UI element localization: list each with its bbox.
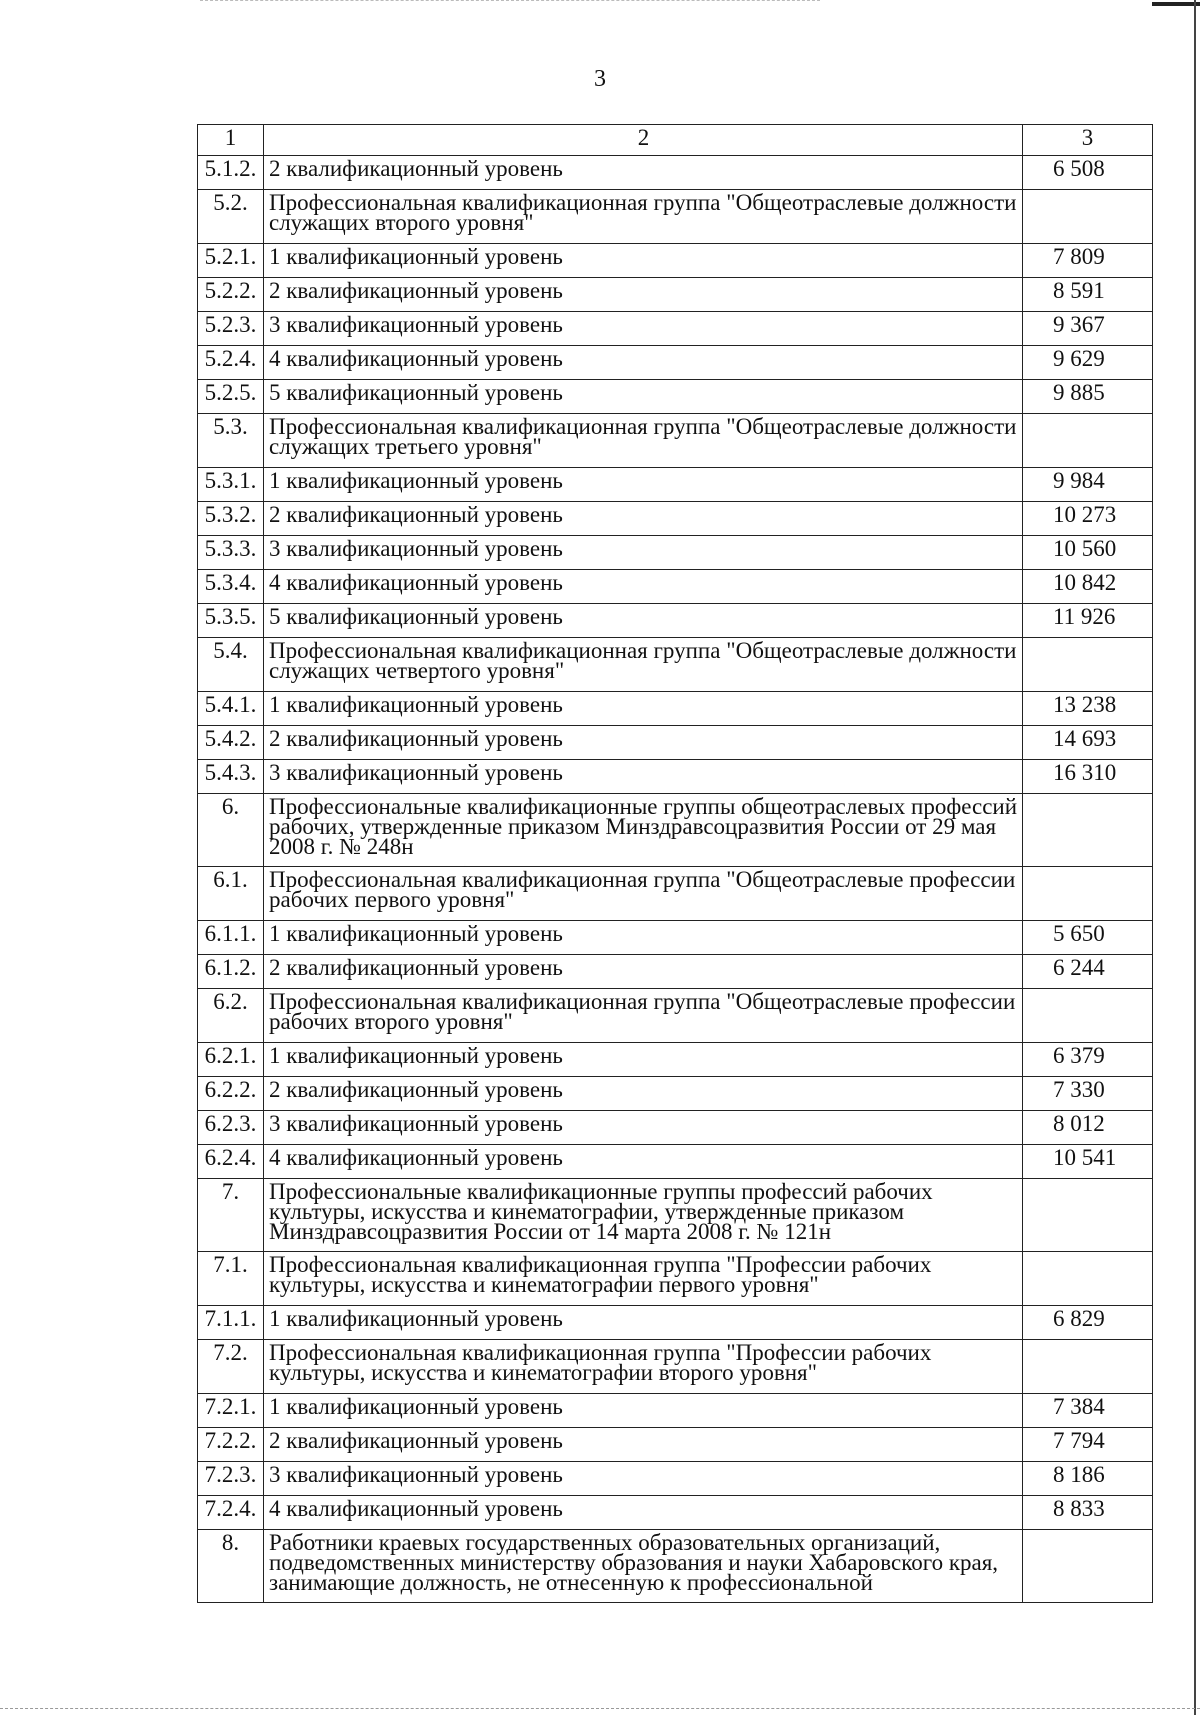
row-description-cell: Профессиональная квалификационная группа "Общеотраслевые должности служащих четвертого уровня" bbox=[264, 638, 1023, 692]
table-row bbox=[198, 536, 1153, 570]
row-description-cell: Профессиональные квалификационные группы профессий рабочих культуры, искусства и кинематографии, утвержденные приказом Минздравсоцразвития России от 14 марта 2008 г. № 121н bbox=[264, 1179, 1023, 1252]
row-number-cell: 5.2.5. bbox=[198, 380, 264, 414]
row-description-cell: 1 квалификационный уровень bbox=[264, 921, 1023, 955]
row-value-cell: 6 829 bbox=[1023, 1306, 1153, 1340]
table-row bbox=[198, 1394, 1153, 1428]
table-row bbox=[198, 1340, 1153, 1394]
row-value-cell: 6 379 bbox=[1023, 1043, 1153, 1077]
table-header-row bbox=[198, 125, 1153, 156]
row-value-cell: 7 794 bbox=[1023, 1428, 1153, 1462]
row-value-cell: 8 186 bbox=[1023, 1462, 1153, 1496]
table-row bbox=[198, 1496, 1153, 1530]
table-row bbox=[198, 570, 1153, 604]
row-description-cell: Профессиональная квалификационная группа "Профессии рабочих культуры, искусства и кинематографии второго уровня" bbox=[264, 1340, 1023, 1394]
row-number-cell: 6.2.2. bbox=[198, 1077, 264, 1111]
row-number-cell: 7.2.4. bbox=[198, 1496, 264, 1530]
scan-edge-line bbox=[1194, 0, 1196, 1715]
table-row bbox=[198, 794, 1153, 867]
row-value-cell: 5 650 bbox=[1023, 921, 1153, 955]
row-description-cell: 1 квалификационный уровень bbox=[264, 692, 1023, 726]
row-number-cell: 8. bbox=[198, 1530, 264, 1603]
row-number-cell: 5.3. bbox=[198, 414, 264, 468]
table-row bbox=[198, 1111, 1153, 1145]
row-value-cell: 14 693 bbox=[1023, 726, 1153, 760]
row-number-cell: 5.3.3. bbox=[198, 536, 264, 570]
table-row bbox=[198, 414, 1153, 468]
scan-bottom-artifact bbox=[0, 1708, 1200, 1709]
row-value-cell bbox=[1023, 867, 1153, 921]
row-value-cell bbox=[1023, 1252, 1153, 1306]
row-number-cell: 6.1.2. bbox=[198, 955, 264, 989]
header-col-3: 3 bbox=[1023, 125, 1153, 156]
table-row bbox=[198, 867, 1153, 921]
page-number: 3 bbox=[594, 66, 606, 92]
table-row bbox=[198, 638, 1153, 692]
row-number-cell: 5.1.2. bbox=[198, 156, 264, 190]
row-description-cell: 1 квалификационный уровень bbox=[264, 1306, 1023, 1340]
row-description-cell: 5 квалификационный уровень bbox=[264, 604, 1023, 638]
table-row bbox=[198, 955, 1153, 989]
row-number-cell: 5.3.1. bbox=[198, 468, 264, 502]
row-description-cell: 3 квалификационный уровень bbox=[264, 312, 1023, 346]
row-number-cell: 6.2.3. bbox=[198, 1111, 264, 1145]
row-description-cell: 1 квалификационный уровень bbox=[264, 468, 1023, 502]
row-value-cell bbox=[1023, 989, 1153, 1043]
table-row bbox=[198, 989, 1153, 1043]
row-number-cell: 5.4.2. bbox=[198, 726, 264, 760]
row-value-cell: 10 273 bbox=[1023, 502, 1153, 536]
row-description-cell: 3 квалификационный уровень bbox=[264, 760, 1023, 794]
row-value-cell: 8 833 bbox=[1023, 1496, 1153, 1530]
row-number-cell: 5.2.2. bbox=[198, 278, 264, 312]
scan-top-artifact bbox=[200, 0, 820, 1]
row-number-cell: 5.2.3. bbox=[198, 312, 264, 346]
row-description-cell: Профессиональная квалификационная группа "Общеотраслевые должности служащих второго уровня" bbox=[264, 190, 1023, 244]
row-description-cell: 1 квалификационный уровень bbox=[264, 1043, 1023, 1077]
table-row bbox=[198, 468, 1153, 502]
scan-edge-tick bbox=[1152, 2, 1200, 6]
row-value-cell: 7 330 bbox=[1023, 1077, 1153, 1111]
row-description-cell: 2 квалификационный уровень bbox=[264, 278, 1023, 312]
row-number-cell: 5.3.4. bbox=[198, 570, 264, 604]
row-description-cell: 2 квалификационный уровень bbox=[264, 502, 1023, 536]
table-row bbox=[198, 190, 1153, 244]
row-value-cell: 6 244 bbox=[1023, 955, 1153, 989]
table-row bbox=[198, 1530, 1153, 1603]
row-description-cell: 1 квалификационный уровень bbox=[264, 1394, 1023, 1428]
row-description-cell: Профессиональная квалификационная группа "Профессии рабочих культуры, искусства и кинематографии первого уровня" bbox=[264, 1252, 1023, 1306]
row-value-cell bbox=[1023, 190, 1153, 244]
table-row bbox=[198, 156, 1153, 190]
row-description-cell: 2 квалификационный уровень bbox=[264, 726, 1023, 760]
row-description-cell: 4 квалификационный уровень bbox=[264, 570, 1023, 604]
row-description-cell: 2 квалификационный уровень bbox=[264, 955, 1023, 989]
table-row bbox=[198, 692, 1153, 726]
row-description-cell: 3 квалификационный уровень bbox=[264, 1462, 1023, 1496]
row-number-cell: 6.2. bbox=[198, 989, 264, 1043]
row-value-cell: 13 238 bbox=[1023, 692, 1153, 726]
row-number-cell: 5.3.5. bbox=[198, 604, 264, 638]
row-description-cell: 2 квалификационный уровень bbox=[264, 1077, 1023, 1111]
table-row bbox=[198, 1306, 1153, 1340]
table-row bbox=[198, 604, 1153, 638]
table-row bbox=[198, 278, 1153, 312]
table-row bbox=[198, 346, 1153, 380]
row-description-cell: 1 квалификационный уровень bbox=[264, 244, 1023, 278]
row-value-cell: 10 560 bbox=[1023, 536, 1153, 570]
row-value-cell: 9 885 bbox=[1023, 380, 1153, 414]
row-value-cell: 11 926 bbox=[1023, 604, 1153, 638]
row-description-cell: 4 квалификационный уровень bbox=[264, 1145, 1023, 1179]
table-row bbox=[198, 726, 1153, 760]
table-row bbox=[198, 1179, 1153, 1252]
row-description-cell: 3 квалификационный уровень bbox=[264, 536, 1023, 570]
row-description-cell: 2 квалификационный уровень bbox=[264, 156, 1023, 190]
row-description-cell: 5 квалификационный уровень bbox=[264, 380, 1023, 414]
row-number-cell: 6.1. bbox=[198, 867, 264, 921]
row-value-cell bbox=[1023, 1340, 1153, 1394]
row-value-cell: 8 012 bbox=[1023, 1111, 1153, 1145]
row-number-cell: 7.2. bbox=[198, 1340, 264, 1394]
row-description-cell: Работники краевых государственных образовательных организаций, подведомственных министерству образования и науки Хабаровского края, занимающие должность, не отнесенную к профессиональной bbox=[264, 1530, 1023, 1603]
row-number-cell: 5.2. bbox=[198, 190, 264, 244]
row-number-cell: 6.2.1. bbox=[198, 1043, 264, 1077]
table-row bbox=[198, 1145, 1153, 1179]
row-value-cell bbox=[1023, 638, 1153, 692]
table-row bbox=[198, 1428, 1153, 1462]
row-description-cell: Профессиональная квалификационная группа "Общеотраслевые профессии рабочих второго уровня" bbox=[264, 989, 1023, 1043]
row-value-cell: 6 508 bbox=[1023, 156, 1153, 190]
row-value-cell bbox=[1023, 794, 1153, 867]
row-description-cell: Профессиональная квалификационная группа "Общеотраслевые должности служащих третьего уровня" bbox=[264, 414, 1023, 468]
row-value-cell: 10 541 bbox=[1023, 1145, 1153, 1179]
row-description-cell: 3 квалификационный уровень bbox=[264, 1111, 1023, 1145]
row-description-cell: 4 квалификационный уровень bbox=[264, 1496, 1023, 1530]
row-value-cell: 10 842 bbox=[1023, 570, 1153, 604]
header-col-2: 2 bbox=[264, 125, 1023, 156]
table-row bbox=[198, 1077, 1153, 1111]
salary-table bbox=[197, 124, 1153, 1603]
table-row bbox=[198, 1252, 1153, 1306]
table-row bbox=[198, 1043, 1153, 1077]
header-col-1: 1 bbox=[198, 125, 264, 156]
table-row bbox=[198, 502, 1153, 536]
row-description-cell: 2 квалификационный уровень bbox=[264, 1428, 1023, 1462]
row-value-cell bbox=[1023, 1530, 1153, 1603]
row-number-cell: 7. bbox=[198, 1179, 264, 1252]
row-value-cell: 7 384 bbox=[1023, 1394, 1153, 1428]
row-value-cell: 9 984 bbox=[1023, 468, 1153, 502]
row-value-cell: 8 591 bbox=[1023, 278, 1153, 312]
row-number-cell: 5.4.3. bbox=[198, 760, 264, 794]
row-number-cell: 5.4. bbox=[198, 638, 264, 692]
row-number-cell: 5.4.1. bbox=[198, 692, 264, 726]
row-number-cell: 7.2.1. bbox=[198, 1394, 264, 1428]
row-number-cell: 7.2.2. bbox=[198, 1428, 264, 1462]
row-description-cell: Профессиональная квалификационная группа "Общеотраслевые профессии рабочих первого уровня" bbox=[264, 867, 1023, 921]
row-value-cell bbox=[1023, 414, 1153, 468]
table-row bbox=[198, 1462, 1153, 1496]
row-number-cell: 5.2.1. bbox=[198, 244, 264, 278]
table-row bbox=[198, 921, 1153, 955]
row-number-cell: 7.1.1. bbox=[198, 1306, 264, 1340]
row-description-cell: 4 квалификационный уровень bbox=[264, 346, 1023, 380]
row-value-cell: 9 367 bbox=[1023, 312, 1153, 346]
row-description-cell: Профессиональные квалификационные группы общеотраслевых профессий рабочих, утвержденные приказом Минздравсоцразвития России от 29 мая 2008 г. № 248н bbox=[264, 794, 1023, 867]
table-body bbox=[198, 125, 1153, 1603]
row-number-cell: 6.1.1. bbox=[198, 921, 264, 955]
row-number-cell: 7.1. bbox=[198, 1252, 264, 1306]
row-number-cell: 7.2.3. bbox=[198, 1462, 264, 1496]
row-number-cell: 5.2.4. bbox=[198, 346, 264, 380]
table-row bbox=[198, 312, 1153, 346]
table-row bbox=[198, 760, 1153, 794]
row-value-cell: 9 629 bbox=[1023, 346, 1153, 380]
table-row bbox=[198, 380, 1153, 414]
row-number-cell: 6.2.4. bbox=[198, 1145, 264, 1179]
row-value-cell: 7 809 bbox=[1023, 244, 1153, 278]
table-row bbox=[198, 244, 1153, 278]
row-value-cell bbox=[1023, 1179, 1153, 1252]
row-number-cell: 5.3.2. bbox=[198, 502, 264, 536]
row-value-cell: 16 310 bbox=[1023, 760, 1153, 794]
row-number-cell: 6. bbox=[198, 794, 264, 867]
